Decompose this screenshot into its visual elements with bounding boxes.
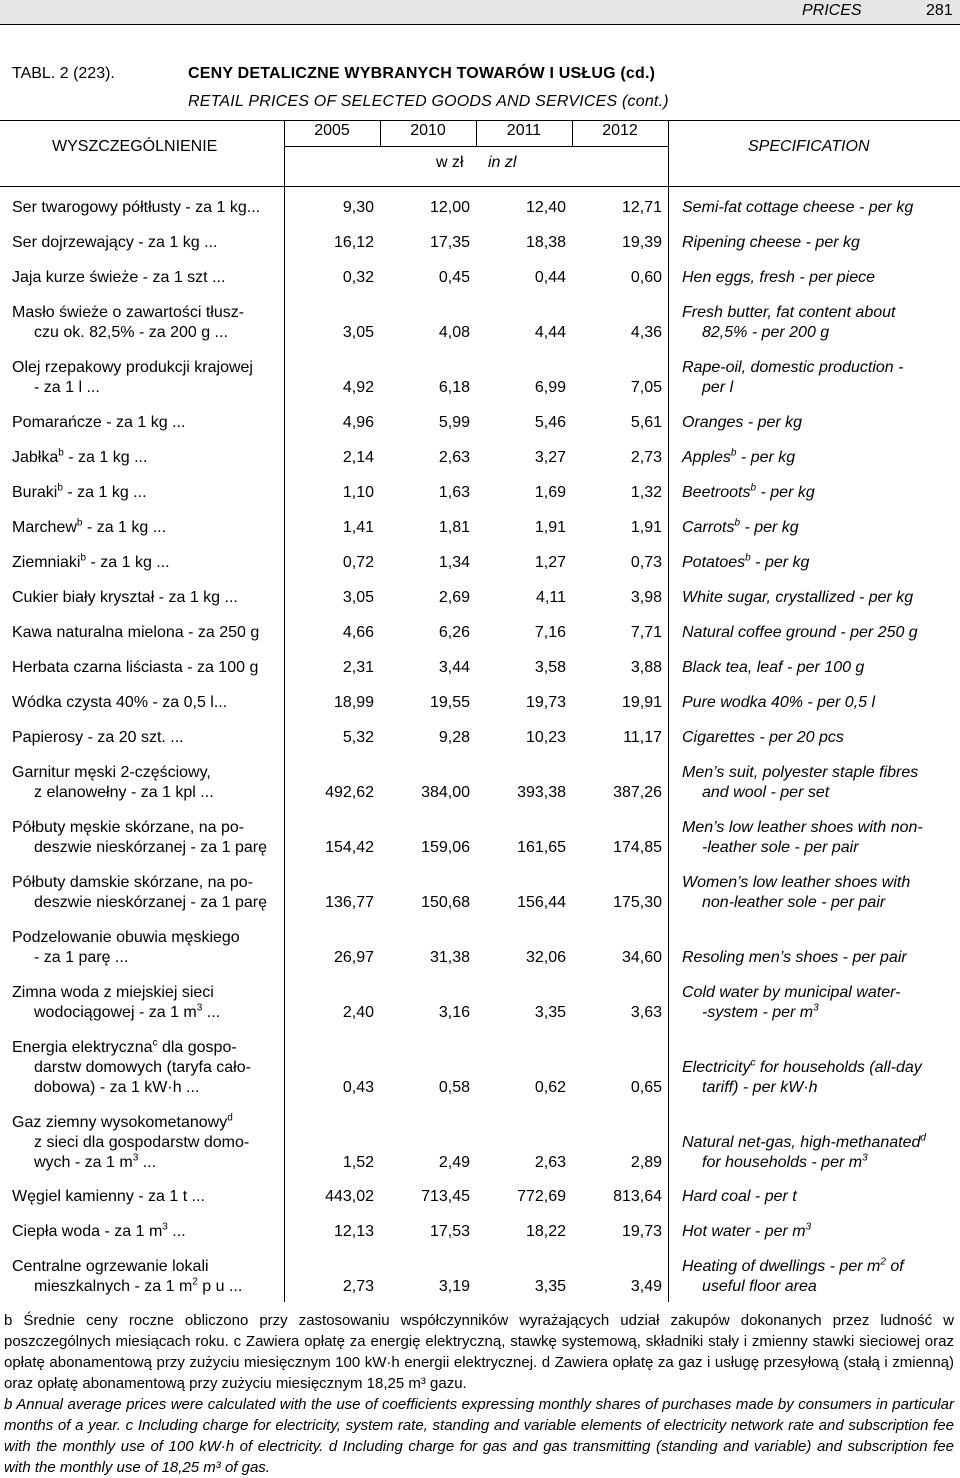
price-2011: 1,69 (534, 484, 566, 501)
price-2012: 3,63 (630, 1004, 662, 1021)
price-2011: 393,38 (517, 784, 566, 801)
item-name-en: Potatoes$^b$ - per kg (682, 552, 810, 571)
item-name-en: White sugar, crystallized - per kg (682, 589, 914, 606)
price-2005: 154,42 (325, 839, 374, 856)
price-2010: 4,08 (438, 324, 470, 341)
column-divider (668, 186, 669, 1302)
price-2011: 1,27 (534, 554, 566, 571)
item-name-en: Carrots$^b$ - per kg (682, 517, 799, 536)
table-title-pl: CENY DETALICZNE WYBRANYCH TOWARÓW I USŁUG (cd.) (188, 65, 656, 82)
item-name-en: Men’s suit, polyester staple fibres and wool - per set (682, 764, 919, 801)
price-2010: 1,63 (438, 484, 470, 501)
footnotes-pl: b Średnie ceny roczne obliczono przy zastosowaniu współczynników wyrażających udział zakupów dokonanych przez ludność w poszczególnych miesiącach roku. c Zawiera opłatę za energię elektryczną, stawkę systemową, składniki stały i zmienny stawki sieciowej oraz opłatę abonamentową przy zużyciu miesięcznym 100 kW·h energii elektrycznej. d Zawiera opłatę za gaz i usługę przesyłową (stałą i zmienną) oraz opłatę abonamentową przy zużyciu miesięcznym 18,25 m³ gazu. (4, 1312, 954, 1392)
item-name-pl: Olej rzepakowy produkcji krajowej - za 1 l ... (12, 359, 253, 396)
price-2005: 12,13 (333, 1223, 374, 1240)
price-2005: 5,32 (342, 729, 374, 746)
price-2010: 3,19 (438, 1278, 470, 1295)
price-2005: 492,62 (325, 784, 374, 801)
item-name-pl: Energia elektryczna$^c$ dla gospo- darstw domowych (taryfa cało- dobowa) - za 1 kW·h ... (12, 1038, 251, 1096)
price-2005: 18,99 (333, 694, 374, 711)
price-2012: 2,89 (630, 1154, 662, 1171)
item-name-en: Electricity$^c$ for households (all-day tariff) - per kW·h (682, 1057, 922, 1096)
footnotes (4, 1310, 954, 1478)
price-2005: 3,05 (342, 324, 374, 341)
price-2012: 387,26 (613, 784, 662, 801)
item-name-en: Cold water by municipal water- -system - per $m^3$ (682, 984, 901, 1021)
item-name-pl: Jabłka$^b$ - za 1 kg ... (12, 448, 148, 466)
price-2012: 11,17 (623, 729, 662, 746)
price-2005: 9,30 (342, 199, 374, 216)
item-name-pl: Podzelowanie obuwia męskiego - za 1 parę ... (12, 929, 240, 966)
price-2011: 1,91 (534, 519, 566, 536)
item-name-en: Resoling men’s shoes - per pair (682, 949, 907, 966)
column-header-year: 2011 (506, 122, 542, 139)
column-header-spec-en: SPECIFICATION (748, 138, 870, 155)
price-2010: 2,69 (438, 589, 470, 606)
price-2012: 0,65 (630, 1079, 662, 1096)
item-name-en: Natural coffee ground - per 250 g (682, 624, 918, 641)
item-name-en: Black tea, leaf - per 100 g (682, 659, 865, 676)
price-2012: 19,91 (621, 694, 662, 711)
item-name-en: Hen eggs, fresh - per piece (682, 269, 875, 286)
item-name-en: Ripening cheese - per kg (682, 234, 860, 251)
price-2005: 136,77 (325, 894, 374, 911)
price-2011: 6,99 (534, 379, 566, 396)
price-2011: 3,35 (534, 1278, 566, 1295)
item-name-pl: Ser dojrzewający - za 1 kg ... (12, 234, 218, 251)
price-2012: 2,73 (630, 449, 662, 466)
column-header-year: 2010 (410, 122, 446, 139)
item-name-en: Rape-oil, domestic production - per l (682, 359, 904, 396)
price-2012: 5,61 (630, 414, 662, 431)
item-name-pl: Kawa naturalna mielona - za 250 g (12, 624, 260, 641)
price-2005: 0,72 (342, 554, 374, 571)
item-name-en: Hard coal - per t (682, 1188, 797, 1205)
price-2012: 1,32 (630, 484, 662, 501)
price-2012: 7,05 (630, 379, 662, 396)
item-name-pl: Papierosy - za 20 szt. ... (12, 729, 184, 746)
item-name-en: Oranges - per kg (682, 414, 803, 431)
price-2012: 1,91 (630, 519, 662, 536)
price-2012: 3,98 (630, 589, 662, 606)
item-name-pl: Zimna woda z miejskiej sieci wodociągowej - za 1 $m^3$ ... (12, 984, 221, 1021)
item-name-pl: Ziemniaki$^b$ - za 1 kg ... (12, 553, 170, 571)
price-2011: 2,63 (534, 1154, 566, 1171)
price-2012: 0,73 (630, 554, 662, 571)
price-2010: 2,63 (438, 449, 470, 466)
price-2011: 5,46 (534, 414, 566, 431)
price-2005: 2,14 (342, 449, 374, 466)
price-2010: 6,18 (438, 379, 470, 396)
column-header-spec-pl: WYSZCZEGÓLNIENIE (52, 138, 218, 155)
price-2011: 12,40 (525, 199, 566, 216)
price-2011: 18,22 (525, 1223, 566, 1240)
column-header-year: 2005 (314, 122, 350, 139)
item-name-en: Women’s low leather shoes with non-leather sole - per pair (682, 874, 911, 911)
price-2010: 12,00 (429, 199, 470, 216)
item-name-en: Fresh butter, fat content about 82,5% - per 200 g (682, 304, 896, 341)
item-name-pl: Buraki$^b$ - za 1 kg ... (12, 483, 147, 501)
price-2012: 0,60 (630, 269, 662, 286)
price-2010: 2,49 (438, 1154, 470, 1171)
price-2011: 18,38 (525, 234, 566, 251)
item-name-en: Heating of dwellings - per $m^2$ of useful floor area (682, 1256, 904, 1295)
price-2005: 16,12 (333, 234, 374, 251)
price-2005: 2,31 (342, 659, 374, 676)
price-2010: 1,34 (438, 554, 470, 571)
page-header (0, 0, 960, 25)
price-2011: 32,06 (525, 949, 566, 966)
item-name-pl: Węgiel kamienny - za 1 t ... (12, 1188, 205, 1205)
price-2011: 772,69 (517, 1188, 566, 1205)
item-name-pl: Pomarańcze - za 1 kg ... (12, 414, 186, 431)
price-2012: 12,71 (621, 199, 662, 216)
item-name-pl: Półbuty damskie skórzane, na po- deszwie nieskórzanej - za 1 parę (12, 874, 268, 911)
price-2012: 7,71 (630, 624, 662, 641)
price-2005: 1,41 (342, 519, 374, 536)
item-name-en: Men’s low leather shoes with non- -leather sole - per pair (682, 819, 923, 856)
price-2005: 1,10 (342, 484, 374, 501)
item-name-en: Beetroots$^b$ - per kg (682, 482, 815, 501)
price-2010: 19,55 (429, 694, 470, 711)
price-2005: 443,02 (325, 1188, 374, 1205)
price-2011: 0,62 (534, 1079, 566, 1096)
price-2011: 19,73 (525, 694, 566, 711)
item-name-pl: Garnitur męski 2-częściowy, z elanowełny - za 1 kpl ... (12, 764, 214, 801)
table-label: TABL. 2 (223). (12, 65, 115, 82)
price-2011: 3,35 (534, 1004, 566, 1021)
price-2005: 4,66 (342, 624, 374, 641)
item-name-pl: Cukier biały kryształ - za 1 kg ... (12, 589, 238, 606)
footnotes-en: b Annual average prices were calculated with the use of coefficients expressing monthly shares of purchases made by consumers in particular months of a year. c Including charge for electricity, system rate, standing and variable elements of electricity network rate and subscription fee with the monthly use of 100 kW·h of electricity. d Including charge for gas and gas transmitting (standing and variable) and subscription fee with the monthly use of 18,25 m³ of gas. (4, 1396, 954, 1476)
price-2005: 0,43 (342, 1079, 374, 1096)
price-2010: 150,68 (421, 894, 470, 911)
item-name-en: Hot water - per $m^3$ (682, 1221, 812, 1240)
price-2005: 2,73 (342, 1278, 374, 1295)
price-2011: 4,44 (534, 324, 566, 341)
column-header-year: 2012 (602, 122, 638, 139)
price-2012: 4,36 (630, 324, 662, 341)
item-name-pl: Centralne ogrzewanie lokali mieszkalnych - za 1 $m^2$ p u ... (12, 1258, 243, 1295)
price-2012: 175,30 (613, 894, 662, 911)
item-name-pl: Gaz ziemny wysokometanowy$^d$ z sieci dla gospodarstw domo- wych - za 1 $m^3$ ... (12, 1113, 250, 1171)
price-2012: 19,39 (621, 234, 662, 251)
price-2012: 813,64 (613, 1188, 662, 1205)
price-2010: 31,38 (429, 949, 470, 966)
table-title-en: RETAIL PRICES OF SELECTED GOODS AND SERVICES (cont.) (188, 93, 669, 110)
price-2011: 7,16 (534, 624, 566, 641)
section-title: PRICES (802, 2, 862, 19)
price-2005: 1,52 (342, 1154, 374, 1171)
price-2005: 3,05 (342, 589, 374, 606)
price-2011: 3,27 (534, 449, 566, 466)
price-2011: 3,58 (534, 659, 566, 676)
price-2010: 9,28 (438, 729, 470, 746)
price-2010: 5,99 (438, 414, 470, 431)
unit-label-pl: w zł (436, 154, 464, 171)
unit-label-en: in zl (488, 154, 517, 171)
item-name-pl: Masło świeże o zawartości tłusz- czu ok. 82,5% - za 200 g ... (12, 304, 245, 341)
price-2005: 4,96 (342, 414, 374, 431)
price-2010: 384,00 (421, 784, 470, 801)
price-2012: 3,49 (630, 1278, 662, 1295)
item-name-en: Pure wodka 40% - per 0,5 l (682, 694, 875, 711)
price-2005: 0,32 (342, 269, 374, 286)
price-2010: 17,35 (429, 234, 470, 251)
price-2012: 174,85 (613, 839, 662, 856)
price-2010: 159,06 (421, 839, 470, 856)
item-name-pl: Herbata czarna liściasta - za 100 g (12, 659, 259, 676)
price-2005: 4,92 (342, 379, 374, 396)
item-name-en: Semi-fat cottage cheese - per kg (682, 199, 914, 216)
price-2011: 161,65 (517, 839, 566, 856)
header-year-rule (284, 146, 668, 147)
price-2005: 26,97 (333, 949, 374, 966)
price-2010: 713,45 (421, 1188, 470, 1205)
price-2011: 10,23 (525, 729, 566, 746)
item-name-en: Apples$^b$ - per kg (682, 447, 796, 466)
price-2012: 3,88 (630, 659, 662, 676)
price-2011: 4,11 (536, 589, 566, 606)
item-name-pl: Ciepła woda - za 1 $m^3$ ... (12, 1222, 186, 1240)
item-name-pl: Jaja kurze świeże - za 1 szt ... (12, 269, 226, 286)
header-divider (668, 120, 669, 186)
item-name-en: Natural net-gas, high-methanated$^d$ for households - per $m^3$ (682, 1132, 926, 1171)
price-2005: 2,40 (342, 1004, 374, 1021)
price-2010: 3,44 (438, 659, 470, 676)
item-name-en: Cigarettes - per 20 pcs (682, 729, 844, 746)
price-2011: 0,44 (534, 269, 566, 286)
header-bottom-rule (0, 186, 960, 187)
price-2010: 0,58 (438, 1079, 470, 1096)
item-name-pl: Wódka czysta 40% - za 0,5 l... (12, 694, 228, 711)
price-2012: 19,73 (621, 1223, 662, 1240)
item-name-pl: Marchew$^b$ - za 1 kg ... (12, 518, 167, 536)
price-2010: 1,81 (438, 519, 470, 536)
price-2010: 6,26 (438, 624, 470, 641)
price-2010: 17,53 (429, 1223, 470, 1240)
price-2012: 34,60 (621, 949, 662, 966)
price-2010: 0,45 (438, 269, 470, 286)
page-number: 281 (926, 2, 953, 19)
price-2011: 156,44 (517, 894, 566, 911)
item-name-pl: Półbuty męskie skórzane, na po- deszwie nieskórzanej - za 1 parę (12, 819, 268, 856)
item-name-pl: Ser twarogowy półtłusty - za 1 kg... (12, 199, 261, 216)
price-2010: 3,16 (438, 1004, 470, 1021)
